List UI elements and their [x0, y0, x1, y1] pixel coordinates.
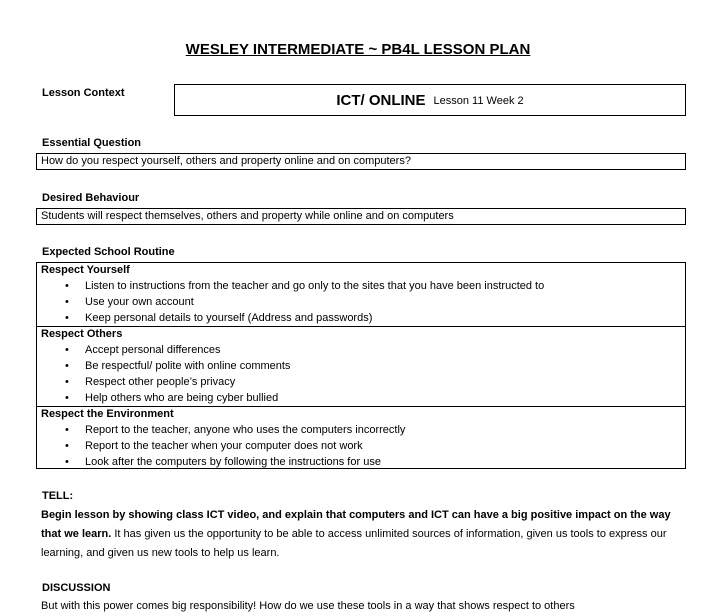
list-item: • Use your own account	[41, 294, 685, 310]
routine-section-respect-yourself	[37, 263, 685, 327]
tell-paragraph	[41, 506, 681, 563]
list-item: • Keep personal details to yourself (Address and passwords)	[41, 310, 685, 326]
desired-behaviour-label: Desired Behaviour	[42, 192, 140, 204]
expected-routine-label: Expected School Routine	[42, 246, 175, 258]
list-item: • Help others who are being cyber bullied	[41, 390, 685, 406]
lesson-context-box	[174, 84, 686, 116]
list-item: • Accept personal differences	[41, 342, 685, 358]
routine-list	[41, 422, 685, 470]
list-item: • Look after the computers by following the instructions for use	[41, 454, 685, 470]
discussion-label: DISCUSSION	[42, 582, 111, 594]
routine-section-title: Respect the Environment	[41, 408, 174, 420]
routine-section-title: Respect Yourself	[41, 264, 130, 276]
essential-question-label: Essential Question	[42, 137, 142, 149]
routine-list	[41, 342, 685, 406]
list-item: • Report to the teacher when your computer does not work	[41, 438, 685, 454]
expected-routine-table	[36, 262, 686, 469]
lesson-context-main: ICT/ ONLINE	[336, 91, 426, 109]
list-item: • Report to the teacher, anyone who uses the computers incorrectly	[41, 422, 685, 438]
tell-label: TELL:	[42, 490, 74, 502]
lesson-context-sub: Lesson 11 Week 2	[433, 95, 524, 107]
lesson-context-label: Lesson Context	[42, 87, 125, 99]
routine-section-respect-others	[37, 327, 685, 407]
routine-section-title: Respect Others	[41, 328, 123, 340]
desired-behaviour-box: Students will respect themselves, others and property while online and on computers	[36, 208, 686, 225]
list-item: • Respect other people’s privacy	[41, 374, 685, 390]
discussion-text: But with this power comes big responsibility! How do we use these tools in a way that shows respect to others	[41, 600, 575, 612]
list-item: • Be respectful/ polite with online comments	[41, 358, 685, 374]
list-item: • Listen to instructions from the teacher and go only to the sites that you have been instructed to	[41, 278, 685, 294]
tell-bold-text: Begin lesson by showing class ICT video, and explain that computers and ICT can have a big positive impact on the way that we learn.	[41, 509, 671, 540]
page-title: WESLEY INTERMEDIATE ~ PB4L LESSON PLAN	[185, 41, 531, 58]
tell-text: It has given us the opportunity to be able to access unlimited sources of information, given us tools to express our learning, and given us new tools to help us learn.	[41, 528, 667, 559]
essential-question-box: How do you respect yourself, others and property online and on computers?	[36, 153, 686, 170]
routine-section-respect-environment	[37, 407, 685, 468]
routine-list	[41, 278, 685, 326]
